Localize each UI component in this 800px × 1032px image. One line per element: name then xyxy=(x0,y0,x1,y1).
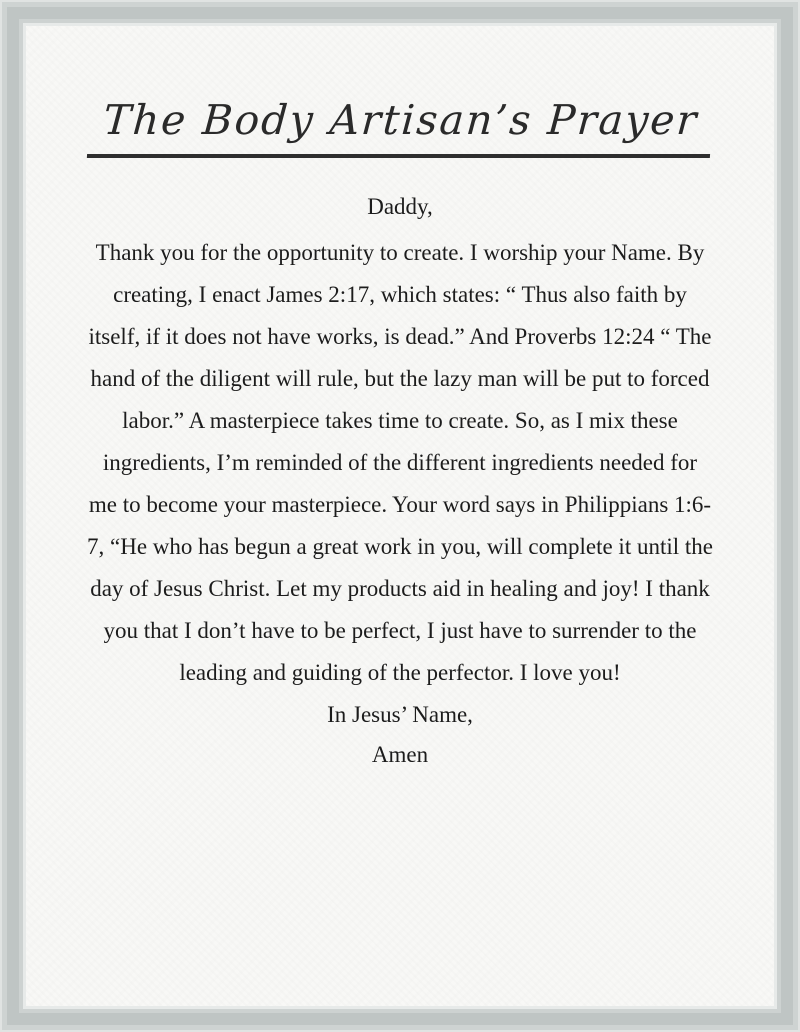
amen-line: Amen xyxy=(371,742,429,767)
closing-line: In Jesus’ Name, xyxy=(327,702,473,727)
prayer-page xyxy=(26,26,774,1006)
title-wrap xyxy=(84,96,716,158)
salutation: Daddy, xyxy=(367,194,433,219)
prayer-title: The Body Artisan’s Prayer xyxy=(86,96,713,158)
prayer-body: Thank you for the opportunity to create. I worship your Name. By creating, I enact James 2:17, which states: “ Thus also faith by itself, if it does not have works, is dead.” And Proverbs 12:24 “ The hand of the diligent will rule, but the lazy man will be put to forced labor.” A masterpiece takes time to create. So, as I mix these ingredients, I’m reminded of the different ingredients needed for me to become your masterpiece. Your word says in Philippians 1:6-7, “He who has begun a great work in you, will complete it until the day of Jesus Christ. Let my products aid in healing and joy! I thank you that I don’t have to be perfect, I just have to surrender to the leading and guiding of the perfector. I love you! xyxy=(87,240,713,685)
